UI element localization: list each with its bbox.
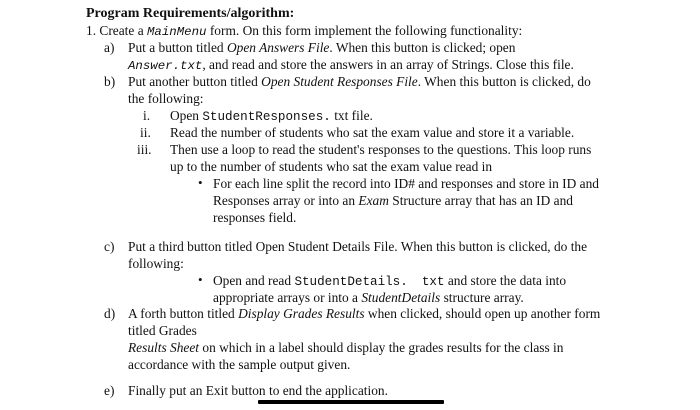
item-d-label: d) xyxy=(104,306,116,321)
text-span: Responses array or into an xyxy=(213,193,359,208)
step-i-number: i. xyxy=(143,108,151,123)
bullet-icon: • xyxy=(198,175,203,190)
item-c-label: c) xyxy=(104,239,115,254)
item-1-number: 1. xyxy=(86,23,97,38)
item-1-text-end: form. On this form implement the following functionality: xyxy=(206,23,523,38)
item-1-text: Create a xyxy=(99,23,147,38)
item-d-line-2: titled Grades xyxy=(128,323,197,338)
item-c-line-2: following: xyxy=(128,256,184,271)
item-e-text: Finally put an Exit button to end the application. xyxy=(128,383,388,398)
step-iii-line-1: Then use a loop to read the student's responses to the questions. This loop runs xyxy=(170,142,592,157)
display-grades-results-title: Display Grades Results xyxy=(238,306,365,321)
step-iii-number: iii. xyxy=(137,142,152,157)
studentdetails-structure-name: StudentDetails xyxy=(361,290,441,305)
exam-structure-name: Exam xyxy=(358,193,389,208)
step-ii-number: ii. xyxy=(140,125,151,140)
item-b-line-2: the following: xyxy=(128,91,204,106)
txt-code: txt xyxy=(421,275,445,289)
results-sheet-title: Results Sheet xyxy=(128,340,200,355)
open-student-responses-title: Open Student Responses File xyxy=(261,74,418,89)
text-span: Open xyxy=(170,108,203,123)
c-bullet-line-2 xyxy=(213,289,524,306)
bullet-icon: • xyxy=(198,272,203,287)
text-span: on which in a label should display the grades results for the class in xyxy=(199,340,564,355)
answer-txt-code: Answer.txt xyxy=(128,59,203,73)
step-ii-text: Read the number of students who sat the exam value and store it a variable. xyxy=(170,125,575,140)
b-bullet-line-1: For each line split the record into ID# and responses and store in ID and xyxy=(213,176,599,191)
studentdetails-code: StudentDetails. xyxy=(294,275,408,289)
open-answers-file-title: Open Answers File xyxy=(226,40,330,55)
text-span: A forth button titled xyxy=(128,306,239,321)
heading: Program Requirements/algorithm: xyxy=(86,6,295,21)
text-span: Put a button titled xyxy=(128,40,227,55)
text-span: appropriate arrays or into a xyxy=(213,290,362,305)
item-b-label: b) xyxy=(104,74,116,89)
bottom-divider xyxy=(258,400,444,404)
text-span: when clicked, should open up another form xyxy=(364,306,601,321)
item-d-line-4: accordance with the sample output given. xyxy=(128,357,351,372)
text-span: and store the data into xyxy=(444,273,567,288)
text-span: Structure array that has an ID and xyxy=(388,193,573,208)
text-span: . When this button is clicked, do xyxy=(417,74,591,89)
b-bullet-line-3: responses field. xyxy=(213,210,297,225)
item-a-line-1 xyxy=(128,39,515,56)
item-c-line-1: Put a third button titled Open Student Details File. When this button is clicked, do the xyxy=(128,239,588,254)
item-d-line-1 xyxy=(128,305,600,322)
text-span: Open and read xyxy=(213,273,295,288)
text-span: . When this button is clicked; open xyxy=(329,40,516,55)
text-span: structure array. xyxy=(440,290,524,305)
item-e-label: e) xyxy=(104,383,115,398)
item-a-label: a) xyxy=(104,40,115,55)
step-iii-line-2: up to the number of students who sat the exam value read in xyxy=(170,159,493,174)
text-span: txt file. xyxy=(330,108,373,123)
studentresponses-code: StudentResponses. xyxy=(202,110,331,124)
text-span: Put another button titled xyxy=(128,74,262,89)
mainmenu-code: MainMenu xyxy=(147,25,207,39)
b-bullet-line-2 xyxy=(213,192,573,209)
item-b-line-1 xyxy=(128,73,591,90)
text-span: , and read and store the answers in an array of Strings. Close this file. xyxy=(202,57,574,72)
item-d-line-3 xyxy=(128,339,563,356)
